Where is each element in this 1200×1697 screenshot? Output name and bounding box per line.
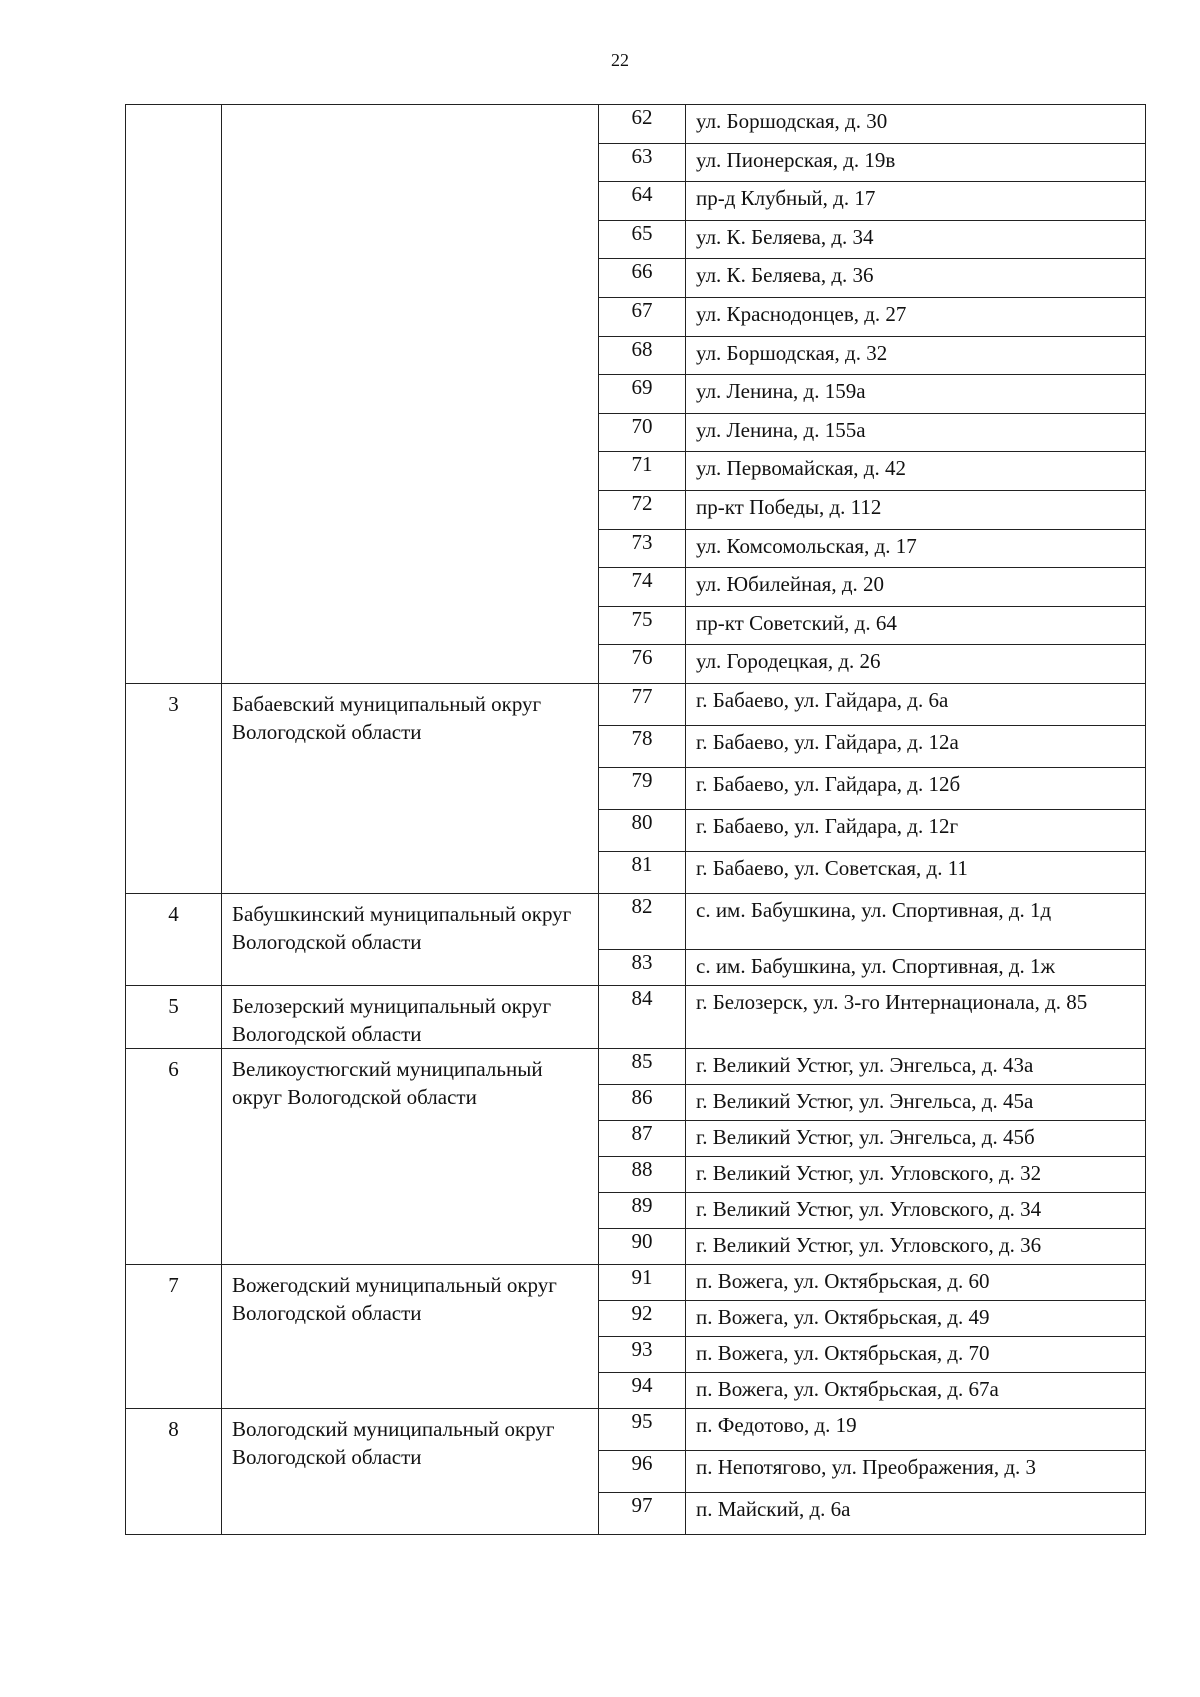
point-address: ул. Краснодонцев, д. 27 — [686, 297, 1146, 336]
table-row — [126, 105, 1146, 144]
point-number: 95 — [599, 1408, 686, 1450]
point-number: 80 — [599, 809, 686, 851]
point-address: г. Великий Устюг, ул. Угловского, д. 32 — [686, 1156, 1146, 1192]
point-number: 74 — [599, 568, 686, 607]
point-address: пр-кт Победы, д. 112 — [686, 490, 1146, 529]
point-address: п. Вожега, ул. Октябрьская, д. 67а — [686, 1372, 1146, 1408]
district-name: Бабушкинский муниципальный округ Вологодской области — [222, 893, 599, 985]
point-number: 81 — [599, 851, 686, 893]
district-number: 7 — [126, 1264, 222, 1408]
table-row — [126, 1048, 1146, 1084]
page-number: 22 — [611, 50, 629, 70]
point-number: 86 — [599, 1084, 686, 1120]
table-row — [126, 985, 1146, 1048]
point-number: 78 — [599, 725, 686, 767]
point-number: 85 — [599, 1048, 686, 1084]
district-name — [222, 105, 599, 684]
point-address: г. Бабаево, ул. Гайдара, д. 12г — [686, 809, 1146, 851]
point-number: 94 — [599, 1372, 686, 1408]
point-number: 82 — [599, 893, 686, 949]
point-address: ул. Городецкая, д. 26 — [686, 645, 1146, 684]
point-number: 76 — [599, 645, 686, 684]
district-name: Вожегодский муниципальный округ Вологодской области — [222, 1264, 599, 1408]
point-address: п. Майский, д. 6а — [686, 1492, 1146, 1534]
point-number: 69 — [599, 375, 686, 414]
point-address: ул. Пионерская, д. 19в — [686, 143, 1146, 182]
point-address: п. Вожега, ул. Октябрьская, д. 49 — [686, 1300, 1146, 1336]
district-number: 6 — [126, 1048, 222, 1264]
district-name: Вологодский муниципальный округ Вологодской области — [222, 1408, 599, 1534]
point-number: 77 — [599, 683, 686, 725]
district-number: 8 — [126, 1408, 222, 1534]
district-number: 5 — [126, 985, 222, 1048]
point-address: г. Великий Устюг, ул. Угловского, д. 36 — [686, 1228, 1146, 1264]
point-address: ул. К. Беляева, д. 34 — [686, 220, 1146, 259]
point-address: ул. Первомайская, д. 42 — [686, 452, 1146, 491]
point-address: п. Федотово, д. 19 — [686, 1408, 1146, 1450]
point-address: п. Непотягово, ул. Преображения, д. 3 — [686, 1450, 1146, 1492]
point-number: 63 — [599, 143, 686, 182]
point-number: 70 — [599, 413, 686, 452]
table-row — [126, 1408, 1146, 1450]
point-number: 67 — [599, 297, 686, 336]
point-address: пр-д Клубный, д. 17 — [686, 182, 1146, 221]
district-number: 3 — [126, 683, 222, 893]
point-number: 79 — [599, 767, 686, 809]
point-address: ул. Комсомольская, д. 17 — [686, 529, 1146, 568]
point-address: с. им. Бабушкина, ул. Спортивная, д. 1д — [686, 893, 1146, 949]
point-address: г. Великий Устюг, ул. Угловского, д. 34 — [686, 1192, 1146, 1228]
point-address: ул. Ленина, д. 155а — [686, 413, 1146, 452]
point-address: с. им. Бабушкина, ул. Спортивная, д. 1ж — [686, 949, 1146, 985]
point-number: 97 — [599, 1492, 686, 1534]
point-number: 83 — [599, 949, 686, 985]
point-number: 73 — [599, 529, 686, 568]
point-address: ул. Ленина, д. 159а — [686, 375, 1146, 414]
point-number: 66 — [599, 259, 686, 298]
point-number: 96 — [599, 1450, 686, 1492]
point-number: 92 — [599, 1300, 686, 1336]
point-number: 93 — [599, 1336, 686, 1372]
point-address: г. Белозерск, ул. 3-го Интернационала, д. 85 — [686, 985, 1146, 1048]
point-number: 88 — [599, 1156, 686, 1192]
point-number: 65 — [599, 220, 686, 259]
district-name: Бабаевский муниципальный округ Вологодской области — [222, 683, 599, 893]
point-number: 72 — [599, 490, 686, 529]
district-number — [126, 105, 222, 684]
point-number: 87 — [599, 1120, 686, 1156]
point-number: 68 — [599, 336, 686, 375]
polling-points-table — [125, 104, 1146, 1535]
point-number: 90 — [599, 1228, 686, 1264]
point-address: г. Бабаево, ул. Гайдара, д. 12а — [686, 725, 1146, 767]
table-row — [126, 683, 1146, 725]
point-address: г. Бабаево, ул. Гайдара, д. 12б — [686, 767, 1146, 809]
district-number: 4 — [126, 893, 222, 985]
point-number: 91 — [599, 1264, 686, 1300]
district-name: Великоустюгский муниципальный округ Вологодской области — [222, 1048, 599, 1264]
table-row — [126, 893, 1146, 949]
point-address: п. Вожега, ул. Октябрьская, д. 60 — [686, 1264, 1146, 1300]
point-number: 84 — [599, 985, 686, 1048]
point-address: пр-кт Советский, д. 64 — [686, 606, 1146, 645]
point-number: 64 — [599, 182, 686, 221]
point-address: г. Бабаево, ул. Гайдара, д. 6а — [686, 683, 1146, 725]
point-number: 89 — [599, 1192, 686, 1228]
point-address: ул. Юбилейная, д. 20 — [686, 568, 1146, 607]
point-address: г. Бабаево, ул. Советская, д. 11 — [686, 851, 1146, 893]
point-address: ул. Боршодская, д. 30 — [686, 105, 1146, 144]
table-row — [126, 1264, 1146, 1300]
point-address: ул. К. Беляева, д. 36 — [686, 259, 1146, 298]
point-address: ул. Боршодская, д. 32 — [686, 336, 1146, 375]
point-address: г. Великий Устюг, ул. Энгельса, д. 45а — [686, 1084, 1146, 1120]
point-address: г. Великий Устюг, ул. Энгельса, д. 43а — [686, 1048, 1146, 1084]
point-address: г. Великий Устюг, ул. Энгельса, д. 45б — [686, 1120, 1146, 1156]
point-number: 75 — [599, 606, 686, 645]
district-name: Белозерский муниципальный округ Вологодской области — [222, 985, 599, 1048]
point-number: 62 — [599, 105, 686, 144]
point-address: п. Вожега, ул. Октябрьская, д. 70 — [686, 1336, 1146, 1372]
point-number: 71 — [599, 452, 686, 491]
